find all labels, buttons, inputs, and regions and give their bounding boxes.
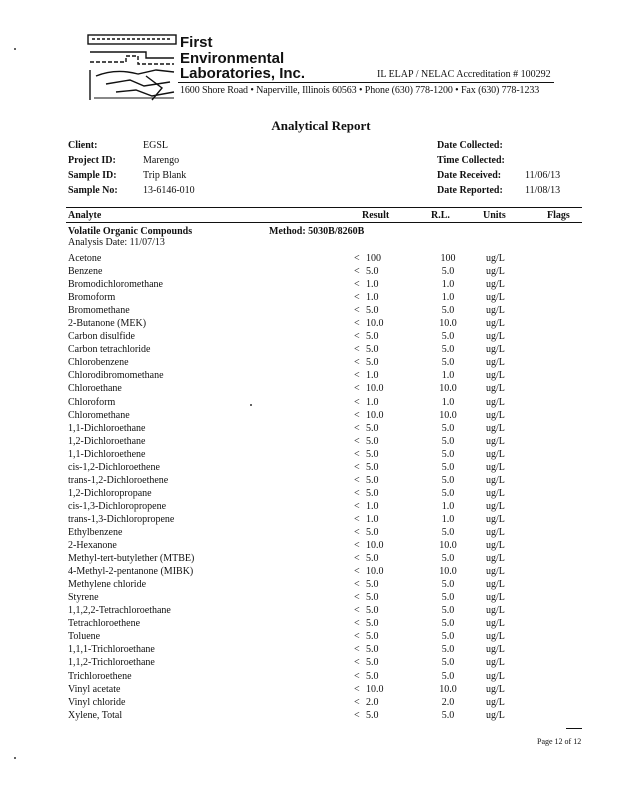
rl-cell: 5.0 xyxy=(441,579,455,591)
result-cell: 100 xyxy=(366,253,381,264)
table-row xyxy=(0,291,642,304)
units-cell: ug/L xyxy=(486,279,505,291)
analyte-cell: Toluene xyxy=(68,631,101,643)
rl-cell: 10.0 xyxy=(439,566,457,578)
table-row xyxy=(0,382,642,395)
lab-name-line1: First xyxy=(180,34,213,51)
result-cell: 5.0 xyxy=(366,553,379,565)
analyte-cell: 1,2-Dichloropropane xyxy=(68,487,152,499)
rl-cell: 5.0 xyxy=(441,331,455,343)
qualifier-cell: < xyxy=(354,513,360,525)
table-row xyxy=(0,617,642,630)
date-collected-label: Date Collected: xyxy=(437,140,503,151)
qualifier-cell: < xyxy=(354,631,360,643)
result-cell: 10.0 xyxy=(366,318,384,330)
table-row xyxy=(0,630,642,643)
analyte-cell: Carbon disulfide xyxy=(68,331,135,343)
analyte-cell: 1,2-Dichloroethane xyxy=(68,435,146,447)
rl-cell: 5.0 xyxy=(441,592,455,604)
qualifier-cell: < xyxy=(354,409,360,421)
rl-cell: 5.0 xyxy=(441,605,455,617)
rl-cell: 5.0 xyxy=(441,422,455,434)
table-row xyxy=(0,396,642,409)
analyte-cell: trans-1,2-Dichloroethene xyxy=(68,474,169,486)
table-row xyxy=(0,422,642,435)
rl-cell: 10.0 xyxy=(439,318,457,330)
col-units: Units xyxy=(483,210,506,221)
units-cell: ug/L xyxy=(486,253,505,264)
date-reported-value: 11/08/13 xyxy=(525,185,561,196)
table-row xyxy=(0,683,642,696)
result-cell: 5.0 xyxy=(366,266,379,278)
result-cell: 5.0 xyxy=(366,461,379,473)
table-header-rule xyxy=(66,222,582,223)
table-row xyxy=(0,591,642,604)
rl-cell: 1.0 xyxy=(441,370,455,382)
result-cell: 1.0 xyxy=(366,513,379,525)
table-row xyxy=(0,343,642,356)
units-cell: ug/L xyxy=(486,318,505,330)
scan-speck xyxy=(14,48,16,50)
qualifier-cell: < xyxy=(354,448,360,460)
result-cell: 1.0 xyxy=(366,396,379,408)
qualifier-cell: < xyxy=(354,566,360,578)
sample-no-label: Sample No: xyxy=(68,185,118,196)
rl-cell: 2.0 xyxy=(441,696,455,708)
qualifier-cell: < xyxy=(354,266,360,278)
sample-id-label: Sample ID: xyxy=(68,170,117,181)
table-row xyxy=(0,604,642,617)
col-analyte: Analyte xyxy=(68,210,102,221)
qualifier-cell: < xyxy=(354,253,360,264)
rl-cell: 5.0 xyxy=(441,631,455,643)
table-row xyxy=(0,369,642,382)
lab-name-line2: Environmental xyxy=(180,50,285,67)
analyte-cell: Chloromethane xyxy=(68,409,130,421)
result-cell: 1.0 xyxy=(366,292,379,304)
result-cell: 5.0 xyxy=(366,331,379,343)
scan-speck xyxy=(14,757,16,759)
client-value: EGSL xyxy=(143,140,168,151)
project-label: Project ID: xyxy=(68,155,116,166)
lab-address: 1600 Shore Road • Naperville, Illinois 60563 • Phone (630) 778-1200 • Fax (630) 778-1233 xyxy=(180,85,540,96)
analyte-cell: cis-1,2-Dichloroethene xyxy=(68,461,160,473)
date-received-label: Date Received: xyxy=(437,170,502,181)
analyte-cell: Chlorobenzene xyxy=(68,357,129,369)
lab-name-line3: Laboratories, Inc. xyxy=(180,65,306,82)
qualifier-cell: < xyxy=(354,318,360,330)
qualifier-cell: < xyxy=(354,579,360,591)
result-cell: 5.0 xyxy=(366,592,379,604)
rl-cell: 5.0 xyxy=(441,344,455,356)
analyte-cell: 1,1-Dichloroethene xyxy=(68,448,146,460)
rl-cell: 1.0 xyxy=(441,513,455,525)
result-cell: 10.0 xyxy=(366,566,384,578)
analyte-cell: Xylene, Total xyxy=(68,709,123,721)
rl-cell: 5.0 xyxy=(441,487,455,499)
analyte-cell: Trichloroethene xyxy=(68,670,132,682)
result-cell: 5.0 xyxy=(366,344,379,356)
result-cell: 5.0 xyxy=(366,631,379,643)
table-row xyxy=(0,670,642,683)
section-title: Volatile Organic Compounds xyxy=(68,226,193,237)
table-row xyxy=(0,552,642,565)
units-cell: ug/L xyxy=(486,383,505,395)
rl-cell: 5.0 xyxy=(441,461,455,473)
units-cell: ug/L xyxy=(486,657,505,669)
qualifier-cell: < xyxy=(354,696,360,708)
units-cell: ug/L xyxy=(486,644,505,656)
rl-cell: 1.0 xyxy=(441,279,455,291)
result-cell: 5.0 xyxy=(366,579,379,591)
units-cell: ug/L xyxy=(486,305,505,317)
table-row xyxy=(0,435,642,448)
analyte-cell: Methyl-tert-butylether (MTBE) xyxy=(68,553,195,565)
result-cell: 10.0 xyxy=(366,540,384,552)
rl-cell: 5.0 xyxy=(441,553,455,565)
table-row xyxy=(0,578,642,591)
analyte-cell: trans-1,3-Dichloropropene xyxy=(68,513,175,525)
rl-cell: 1.0 xyxy=(441,292,455,304)
col-result: Result xyxy=(362,210,390,221)
table-row xyxy=(0,317,642,330)
analyte-cell: cis-1,3-Dichloropropene xyxy=(68,500,167,512)
rl-cell: 5.0 xyxy=(441,266,455,278)
report-title: Analytical Report xyxy=(271,118,371,133)
result-cell: 5.0 xyxy=(366,605,379,617)
page-number: Page 12 of 12 xyxy=(537,737,582,746)
rl-cell: 1.0 xyxy=(441,396,455,408)
qualifier-cell: < xyxy=(354,487,360,499)
rl-cell: 5.0 xyxy=(441,618,455,630)
result-cell: 2.0 xyxy=(366,696,379,708)
units-cell: ug/L xyxy=(486,696,505,708)
qualifier-cell: < xyxy=(354,709,360,721)
lab-logo-icon xyxy=(86,30,180,104)
rl-cell: 5.0 xyxy=(441,670,455,682)
qualifier-cell: < xyxy=(354,357,360,369)
units-cell: ug/L xyxy=(486,670,505,682)
letterhead-rule xyxy=(178,82,554,83)
units-cell: ug/L xyxy=(486,553,505,565)
table-row xyxy=(0,304,642,317)
units-cell: ug/L xyxy=(486,344,505,356)
qualifier-cell: < xyxy=(354,435,360,447)
rl-cell: 10.0 xyxy=(439,540,457,552)
units-cell: ug/L xyxy=(486,487,505,499)
table-row xyxy=(0,656,642,669)
units-cell: ug/L xyxy=(486,357,505,369)
qualifier-cell: < xyxy=(354,553,360,565)
table-row xyxy=(0,696,642,709)
units-cell: ug/L xyxy=(486,540,505,552)
analyte-cell: Tetrachloroethene xyxy=(68,618,141,630)
qualifier-cell: < xyxy=(354,644,360,656)
result-cell: 5.0 xyxy=(366,448,379,460)
date-received-value: 11/06/13 xyxy=(525,170,561,181)
result-cell: 5.0 xyxy=(366,305,379,317)
analyte-cell: 2-Hexanone xyxy=(68,540,117,552)
results-table xyxy=(0,252,642,722)
qualifier-cell: < xyxy=(354,683,360,695)
sample-id-value: Trip Blank xyxy=(143,170,187,181)
result-cell: 10.0 xyxy=(366,383,384,395)
result-cell: 5.0 xyxy=(366,435,379,447)
units-cell: ug/L xyxy=(486,566,505,578)
units-cell: ug/L xyxy=(486,618,505,630)
table-row xyxy=(0,409,642,422)
qualifier-cell: < xyxy=(354,474,360,486)
analyte-cell: 2-Butanone (MEK) xyxy=(68,318,147,330)
rl-cell: 5.0 xyxy=(441,644,455,656)
analyte-cell: Bromomethane xyxy=(68,305,130,317)
rl-cell: 10.0 xyxy=(439,383,457,395)
units-cell: ug/L xyxy=(486,683,505,695)
rl-cell: 5.0 xyxy=(441,709,455,721)
qualifier-cell: < xyxy=(354,540,360,552)
units-cell: ug/L xyxy=(486,709,505,721)
units-cell: ug/L xyxy=(486,435,505,447)
result-cell: 1.0 xyxy=(366,370,379,382)
units-cell: ug/L xyxy=(486,631,505,643)
analyte-cell: Vinyl acetate xyxy=(68,683,121,695)
rl-cell: 5.0 xyxy=(441,526,455,538)
analyte-cell: Styrene xyxy=(68,592,99,604)
qualifier-cell: < xyxy=(354,605,360,617)
col-rl: R.L. xyxy=(431,210,450,221)
result-cell: 5.0 xyxy=(366,487,379,499)
rl-cell: 10.0 xyxy=(439,409,457,421)
result-cell: 5.0 xyxy=(366,422,379,434)
analyte-cell: Vinyl chloride xyxy=(68,696,126,708)
qualifier-cell: < xyxy=(354,396,360,408)
result-cell: 5.0 xyxy=(366,618,379,630)
table-row xyxy=(0,356,642,369)
time-collected-label: Time Collected: xyxy=(437,155,505,166)
qualifier-cell: < xyxy=(354,657,360,669)
table-row xyxy=(0,461,642,474)
table-row xyxy=(0,278,642,291)
analyte-cell: Bromoform xyxy=(68,292,116,304)
col-flags: Flags xyxy=(547,210,570,221)
analyte-cell: Chloroethane xyxy=(68,383,122,395)
table-row xyxy=(0,487,642,500)
qualifier-cell: < xyxy=(354,370,360,382)
table-row xyxy=(0,643,642,656)
result-cell: 5.0 xyxy=(366,644,379,656)
units-cell: ug/L xyxy=(486,526,505,538)
accreditation: IL ELAP / NELAC Accreditation # 100292 xyxy=(377,69,551,80)
units-cell: ug/L xyxy=(486,409,505,421)
qualifier-cell: < xyxy=(354,292,360,304)
qualifier-cell: < xyxy=(354,383,360,395)
table-row xyxy=(0,513,642,526)
units-cell: ug/L xyxy=(486,370,505,382)
units-cell: ug/L xyxy=(486,579,505,591)
scan-speck xyxy=(250,404,252,406)
analyte-cell: Acetone xyxy=(68,253,102,264)
units-cell: ug/L xyxy=(486,292,505,304)
analyte-cell: 4-Methyl-2-pentanone (MIBK) xyxy=(68,566,194,578)
table-row xyxy=(0,448,642,461)
analyte-cell: Carbon tetrachloride xyxy=(68,344,151,356)
units-cell: ug/L xyxy=(486,605,505,617)
rl-cell: 5.0 xyxy=(441,448,455,460)
analyte-cell: Chlorodibromomethane xyxy=(68,370,164,382)
qualifier-cell: < xyxy=(354,422,360,434)
result-cell: 5.0 xyxy=(366,474,379,486)
analyte-cell: Benzene xyxy=(68,266,103,278)
table-row xyxy=(0,709,642,722)
table-row xyxy=(0,330,642,343)
units-cell: ug/L xyxy=(486,461,505,473)
table-row xyxy=(0,526,642,539)
rl-cell: 5.0 xyxy=(441,305,455,317)
table-row xyxy=(0,252,642,265)
result-cell: 5.0 xyxy=(366,670,379,682)
analyte-cell: 1,1,1-Trichloroethane xyxy=(68,644,155,656)
result-cell: 5.0 xyxy=(366,526,379,538)
result-cell: 5.0 xyxy=(366,657,379,669)
units-cell: ug/L xyxy=(486,474,505,486)
analysis-date: Analysis Date: 11/07/13 xyxy=(68,237,165,248)
qualifier-cell: < xyxy=(354,592,360,604)
qualifier-cell: < xyxy=(354,305,360,317)
footer-mark xyxy=(566,728,582,729)
units-cell: ug/L xyxy=(486,331,505,343)
units-cell: ug/L xyxy=(486,266,505,278)
units-cell: ug/L xyxy=(486,500,505,512)
qualifier-cell: < xyxy=(354,279,360,291)
rl-cell: 5.0 xyxy=(441,435,455,447)
qualifier-cell: < xyxy=(354,500,360,512)
qualifier-cell: < xyxy=(354,526,360,538)
units-cell: ug/L xyxy=(486,448,505,460)
rl-cell: 5.0 xyxy=(441,357,455,369)
qualifier-cell: < xyxy=(354,344,360,356)
date-reported-label: Date Reported: xyxy=(437,185,503,196)
qualifier-cell: < xyxy=(354,461,360,473)
analyte-cell: Methylene chloride xyxy=(68,579,147,591)
method: Method: 5030B/8260B xyxy=(269,226,365,237)
analyte-cell: Ethylbenzene xyxy=(68,526,123,538)
table-row xyxy=(0,539,642,552)
units-cell: ug/L xyxy=(486,592,505,604)
rl-cell: 5.0 xyxy=(441,474,455,486)
rl-cell: 100 xyxy=(440,253,456,264)
rl-cell: 1.0 xyxy=(441,500,455,512)
rl-cell: 10.0 xyxy=(439,683,457,695)
client-label: Client: xyxy=(68,140,98,151)
qualifier-cell: < xyxy=(354,331,360,343)
analyte-cell: 1,1,2-Trichloroethane xyxy=(68,657,155,669)
units-cell: ug/L xyxy=(486,422,505,434)
result-cell: 5.0 xyxy=(366,709,379,721)
analyte-cell: Bromodichloromethane xyxy=(68,279,163,291)
table-row xyxy=(0,500,642,513)
table-row xyxy=(0,565,642,578)
units-cell: ug/L xyxy=(486,513,505,525)
qualifier-cell: < xyxy=(354,618,360,630)
analyte-cell: 1,1-Dichloroethane xyxy=(68,422,146,434)
table-row xyxy=(0,265,642,278)
qualifier-cell: < xyxy=(354,670,360,682)
sample-no-value: 13-6146-010 xyxy=(143,185,195,196)
project-value: Marengo xyxy=(143,155,180,166)
result-cell: 5.0 xyxy=(366,357,379,369)
analyte-cell: Chloroform xyxy=(68,396,116,408)
table-top-rule xyxy=(66,207,582,208)
result-cell: 1.0 xyxy=(366,500,379,512)
table-row xyxy=(0,474,642,487)
result-cell: 10.0 xyxy=(366,683,384,695)
rl-cell: 5.0 xyxy=(441,657,455,669)
result-cell: 1.0 xyxy=(366,279,379,291)
analyte-cell: 1,1,2,2-Tetrachloroethane xyxy=(68,605,171,617)
result-cell: 10.0 xyxy=(366,409,384,421)
units-cell: ug/L xyxy=(486,396,505,408)
